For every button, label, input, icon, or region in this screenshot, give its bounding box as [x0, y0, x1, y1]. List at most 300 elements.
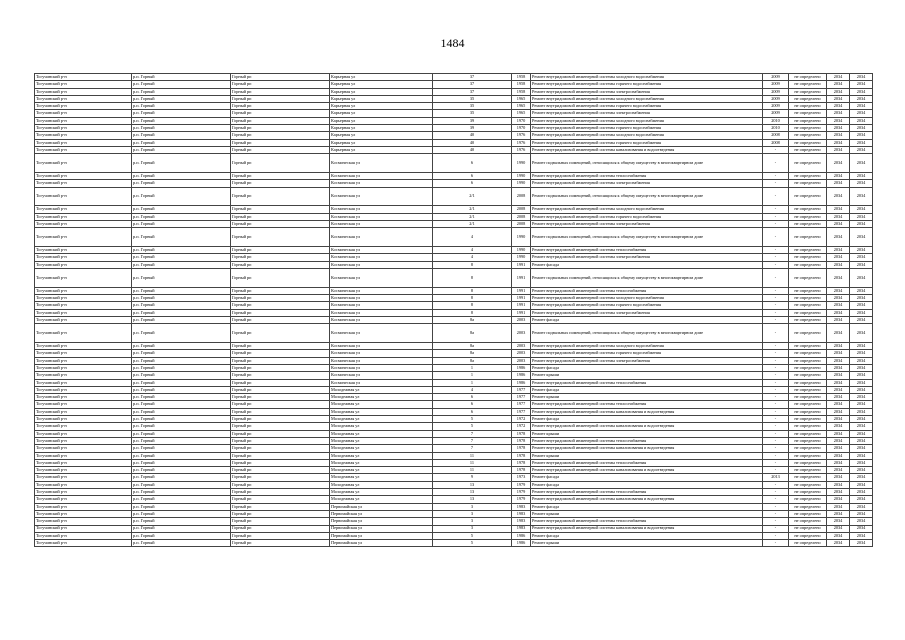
build-year-cell: 1986: [512, 379, 531, 386]
status-cell: не определено: [789, 173, 827, 180]
table-row: [35, 467, 873, 474]
plan-end-year-cell: 2034: [850, 401, 873, 408]
work-type-cell: Ремонт внутридомовой инженерной системы электроснабжения: [531, 309, 763, 316]
street-cell: Молодежная ул: [330, 459, 433, 466]
district-cell: Тогучинский р-н: [35, 139, 132, 146]
house-number-cell: 8а: [433, 343, 512, 350]
plan-start-year-cell: 2034: [827, 357, 850, 364]
street-cell: Молодежная ул: [330, 408, 433, 415]
district-cell: Тогучинский р-н: [35, 357, 132, 364]
street-cell: Космическая ул: [330, 379, 433, 386]
plan-end-year-cell: 2034: [850, 379, 873, 386]
street-cell: Космическая ул: [330, 343, 433, 350]
plan-start-year-cell: 2034: [827, 437, 850, 444]
locality-cell: Горный рп: [231, 302, 330, 309]
build-year-cell: 1970: [512, 117, 531, 124]
table-row: [35, 295, 873, 302]
build-year-cell: 1986: [512, 532, 531, 539]
table-row: [35, 350, 873, 357]
plan-end-year-cell: 2034: [850, 481, 873, 488]
status-cell: не определено: [789, 525, 827, 532]
last-repair-year-cell: -: [763, 173, 789, 180]
street-cell: Молодежная ул: [330, 467, 433, 474]
build-year-cell: 2008: [512, 213, 531, 220]
work-type-cell: Ремонт внутридомовой инженерной системы теплоснабжения: [531, 379, 763, 386]
build-year-cell: 1978: [512, 445, 531, 452]
status-cell: не определено: [789, 95, 827, 102]
build-year-cell: 1979: [512, 481, 531, 488]
street-cell: Молодежная ул: [330, 416, 433, 423]
district-cell: Тогучинский р-н: [35, 269, 132, 288]
last-repair-year-cell: -: [763, 309, 789, 316]
district-cell: Тогучинский р-н: [35, 103, 132, 110]
locality-cell: Горный рп: [231, 474, 330, 481]
table-row: [35, 365, 873, 372]
plan-start-year-cell: 2034: [827, 88, 850, 95]
locality-cell: Горный рп: [231, 365, 330, 372]
house-number-cell: 6: [433, 394, 512, 401]
street-cell: Космическая ул: [330, 365, 433, 372]
table-row: [35, 95, 873, 102]
settlement-cell: р.п. Горный: [132, 540, 231, 547]
work-type-cell: Ремонт внутридомовой инженерной системы канализования и водоотведения: [531, 146, 763, 153]
work-type-cell: Ремонт внутридомовой инженерной системы теплоснабжения: [531, 173, 763, 180]
build-year-cell: 1965: [512, 103, 531, 110]
house-number-cell: 6: [433, 154, 512, 173]
work-type-cell: Ремонт подвальных помещений, относящихся к общему имуществу в многоквартирном доме: [531, 187, 763, 206]
last-repair-year-cell: -: [763, 467, 789, 474]
street-cell: Карьерная ул: [330, 125, 433, 132]
status-cell: не определено: [789, 445, 827, 452]
plan-end-year-cell: 2034: [850, 474, 873, 481]
house-number-cell: 8: [433, 295, 512, 302]
status-cell: не определено: [789, 206, 827, 213]
locality-cell: Горный рп: [231, 295, 330, 302]
settlement-cell: р.п. Горный: [132, 408, 231, 415]
district-cell: Тогучинский р-н: [35, 154, 132, 173]
last-repair-year-cell: -: [763, 261, 789, 268]
build-year-cell: 1978: [512, 467, 531, 474]
table-row: [35, 445, 873, 452]
table-row: [35, 81, 873, 88]
plan-start-year-cell: 2034: [827, 467, 850, 474]
last-repair-year-cell: -: [763, 532, 789, 539]
district-cell: Тогучинский р-н: [35, 88, 132, 95]
locality-cell: Горный рп: [231, 228, 330, 247]
plan-end-year-cell: 2034: [850, 372, 873, 379]
locality-cell: Горный рп: [231, 408, 330, 415]
locality-cell: Горный рп: [231, 173, 330, 180]
house-number-cell: 4: [433, 228, 512, 247]
build-year-cell: 1978: [512, 459, 531, 466]
settlement-cell: р.п. Горный: [132, 173, 231, 180]
plan-start-year-cell: 2034: [827, 81, 850, 88]
street-cell: Карьерная ул: [330, 139, 433, 146]
last-repair-year-cell: -: [763, 430, 789, 437]
build-year-cell: 1979: [512, 496, 531, 503]
build-year-cell: 1991: [512, 309, 531, 316]
street-cell: Молодежная ул: [330, 430, 433, 437]
district-cell: Тогучинский р-н: [35, 386, 132, 393]
plan-start-year-cell: 2034: [827, 408, 850, 415]
street-cell: Космическая ул: [330, 228, 433, 247]
last-repair-year-cell: -: [763, 452, 789, 459]
status-cell: не определено: [789, 423, 827, 430]
house-number-cell: 1: [433, 379, 512, 386]
settlement-cell: р.п. Горный: [132, 496, 231, 503]
settlement-cell: р.п. Горный: [132, 343, 231, 350]
street-cell: Молодежная ул: [330, 481, 433, 488]
plan-end-year-cell: 2034: [850, 343, 873, 350]
build-year-cell: 1990: [512, 228, 531, 247]
house-number-cell: 6: [433, 401, 512, 408]
work-type-cell: Ремонт внутридомовой инженерной системы канализования и водоотведения: [531, 467, 763, 474]
plan-start-year-cell: 2034: [827, 117, 850, 124]
build-year-cell: 1976: [512, 132, 531, 139]
settlement-cell: р.п. Горный: [132, 467, 231, 474]
locality-cell: Горный рп: [231, 125, 330, 132]
house-number-cell: 37: [433, 88, 512, 95]
street-cell: Молодежная ул: [330, 496, 433, 503]
settlement-cell: р.п. Горный: [132, 139, 231, 146]
district-cell: Тогучинский р-н: [35, 481, 132, 488]
build-year-cell: 1991: [512, 287, 531, 294]
street-cell: Космическая ул: [330, 287, 433, 294]
plan-start-year-cell: 2034: [827, 324, 850, 343]
street-cell: Первомайская ул: [330, 518, 433, 525]
status-cell: не определено: [789, 430, 827, 437]
district-cell: Тогучинский р-н: [35, 146, 132, 153]
settlement-cell: р.п. Горный: [132, 213, 231, 220]
last-repair-year-cell: -: [763, 302, 789, 309]
build-year-cell: 1990: [512, 154, 531, 173]
district-cell: Тогучинский р-н: [35, 525, 132, 532]
plan-start-year-cell: 2034: [827, 213, 850, 220]
settlement-cell: р.п. Горный: [132, 254, 231, 261]
work-type-cell: Ремонт внутридомовой инженерной системы горячего водоснабжения: [531, 139, 763, 146]
settlement-cell: р.п. Горный: [132, 532, 231, 539]
work-type-cell: Ремонт внутридомовой инженерной системы холодного водоснабжения: [531, 95, 763, 102]
build-year-cell: 1977: [512, 401, 531, 408]
table-row: [35, 496, 873, 503]
street-cell: Карьерная ул: [330, 132, 433, 139]
build-year-cell: 2003: [512, 343, 531, 350]
locality-cell: Горный рп: [231, 416, 330, 423]
last-repair-year-cell: 2009: [763, 74, 789, 81]
locality-cell: Горный рп: [231, 309, 330, 316]
house-number-cell: 8: [433, 261, 512, 268]
table-row: [35, 180, 873, 187]
settlement-cell: р.п. Горный: [132, 110, 231, 117]
table-row: [35, 459, 873, 466]
table-row: [35, 343, 873, 350]
plan-end-year-cell: 2034: [850, 309, 873, 316]
status-cell: не определено: [789, 110, 827, 117]
settlement-cell: р.п. Горный: [132, 430, 231, 437]
status-cell: не определено: [789, 401, 827, 408]
plan-start-year-cell: 2034: [827, 372, 850, 379]
locality-cell: Горный рп: [231, 206, 330, 213]
settlement-cell: р.п. Горный: [132, 88, 231, 95]
last-repair-year-cell: -: [763, 481, 789, 488]
house-number-cell: 4: [433, 386, 512, 393]
plan-start-year-cell: 2034: [827, 401, 850, 408]
table-row: [35, 187, 873, 206]
house-number-cell: 8а: [433, 317, 512, 324]
district-cell: Тогучинский р-н: [35, 125, 132, 132]
locality-cell: Горный рп: [231, 445, 330, 452]
status-cell: не определено: [789, 117, 827, 124]
street-cell: Первомайская ул: [330, 510, 433, 517]
plan-end-year-cell: 2034: [850, 452, 873, 459]
locality-cell: Горный рп: [231, 110, 330, 117]
status-cell: не определено: [789, 496, 827, 503]
status-cell: не определено: [789, 532, 827, 539]
district-cell: Тогучинский р-н: [35, 467, 132, 474]
work-type-cell: Ремонт внутридомовой инженерной системы холодного водоснабжения: [531, 206, 763, 213]
plan-end-year-cell: 2034: [850, 394, 873, 401]
table-row: [35, 154, 873, 173]
locality-cell: Горный рп: [231, 394, 330, 401]
plan-end-year-cell: 2034: [850, 213, 873, 220]
status-cell: не определено: [789, 74, 827, 81]
build-year-cell: 2008: [512, 221, 531, 228]
settlement-cell: р.п. Горный: [132, 103, 231, 110]
locality-cell: Горный рп: [231, 423, 330, 430]
table-row: [35, 452, 873, 459]
plan-start-year-cell: 2034: [827, 95, 850, 102]
house-number-cell: 8: [433, 287, 512, 294]
status-cell: не определено: [789, 416, 827, 423]
settlement-cell: р.п. Горный: [132, 74, 231, 81]
plan-end-year-cell: 2034: [850, 81, 873, 88]
work-type-cell: Ремонт внутридомовой инженерной системы электроснабжения: [531, 357, 763, 364]
locality-cell: Горный рп: [231, 187, 330, 206]
plan-end-year-cell: 2034: [850, 206, 873, 213]
district-cell: Тогучинский р-н: [35, 489, 132, 496]
street-cell: Космическая ул: [330, 180, 433, 187]
district-cell: Тогучинский р-н: [35, 452, 132, 459]
table-row: [35, 481, 873, 488]
build-year-cell: 1991: [512, 295, 531, 302]
street-cell: Карьерная ул: [330, 117, 433, 124]
plan-start-year-cell: 2034: [827, 343, 850, 350]
locality-cell: Горный рп: [231, 343, 330, 350]
status-cell: не определено: [789, 309, 827, 316]
table-row: [35, 103, 873, 110]
last-repair-year-cell: 2009: [763, 110, 789, 117]
house-number-cell: 2/1: [433, 221, 512, 228]
settlement-cell: р.п. Горный: [132, 117, 231, 124]
house-number-cell: 11: [433, 452, 512, 459]
locality-cell: Горный рп: [231, 247, 330, 254]
street-cell: Космическая ул: [330, 173, 433, 180]
house-number-cell: 2/1: [433, 213, 512, 220]
build-year-cell: 2003: [512, 324, 531, 343]
street-cell: Космическая ул: [330, 372, 433, 379]
work-type-cell: Ремонт фасада: [531, 317, 763, 324]
locality-cell: Горный рп: [231, 489, 330, 496]
table-row: [35, 206, 873, 213]
plan-start-year-cell: 2034: [827, 269, 850, 288]
last-repair-year-cell: 2009: [763, 88, 789, 95]
settlement-cell: р.п. Горный: [132, 357, 231, 364]
locality-cell: Горный рп: [231, 317, 330, 324]
street-cell: Космическая ул: [330, 302, 433, 309]
build-year-cell: 1983: [512, 525, 531, 532]
plan-end-year-cell: 2034: [850, 496, 873, 503]
plan-end-year-cell: 2034: [850, 532, 873, 539]
plan-end-year-cell: 2034: [850, 139, 873, 146]
table-row: [35, 302, 873, 309]
last-repair-year-cell: -: [763, 154, 789, 173]
table-row: [35, 518, 873, 525]
plan-start-year-cell: 2034: [827, 496, 850, 503]
plan-start-year-cell: 2034: [827, 295, 850, 302]
plan-start-year-cell: 2034: [827, 365, 850, 372]
settlement-cell: р.п. Горный: [132, 394, 231, 401]
street-cell: Космическая ул: [330, 317, 433, 324]
plan-start-year-cell: 2034: [827, 532, 850, 539]
status-cell: не определено: [789, 269, 827, 288]
plan-start-year-cell: 2034: [827, 206, 850, 213]
locality-cell: Горный рп: [231, 139, 330, 146]
house-number-cell: 40: [433, 146, 512, 153]
settlement-cell: р.п. Горный: [132, 221, 231, 228]
locality-cell: Горный рп: [231, 437, 330, 444]
settlement-cell: р.п. Горный: [132, 379, 231, 386]
status-cell: не определено: [789, 452, 827, 459]
settlement-cell: р.п. Горный: [132, 474, 231, 481]
plan-end-year-cell: 2034: [850, 357, 873, 364]
settlement-cell: р.п. Горный: [132, 489, 231, 496]
street-cell: Молодежная ул: [330, 489, 433, 496]
street-cell: Космическая ул: [330, 187, 433, 206]
status-cell: не определено: [789, 88, 827, 95]
settlement-cell: р.п. Горный: [132, 459, 231, 466]
last-repair-year-cell: -: [763, 459, 789, 466]
build-year-cell: 1972: [512, 423, 531, 430]
status-cell: не определено: [789, 386, 827, 393]
district-cell: Тогучинский р-н: [35, 187, 132, 206]
last-repair-year-cell: -: [763, 408, 789, 415]
build-year-cell: 1965: [512, 110, 531, 117]
work-type-cell: Ремонт фасада: [531, 386, 763, 393]
settlement-cell: р.п. Горный: [132, 302, 231, 309]
district-cell: Тогучинский р-н: [35, 247, 132, 254]
plan-end-year-cell: 2034: [850, 386, 873, 393]
street-cell: Карьерная ул: [330, 110, 433, 117]
work-type-cell: Ремонт фасада: [531, 416, 763, 423]
plan-end-year-cell: 2034: [850, 180, 873, 187]
street-cell: Молодежная ул: [330, 474, 433, 481]
street-cell: Космическая ул: [330, 254, 433, 261]
plan-end-year-cell: 2034: [850, 173, 873, 180]
status-cell: не определено: [789, 254, 827, 261]
street-cell: Космическая ул: [330, 206, 433, 213]
table-row: [35, 261, 873, 268]
build-year-cell: 1991: [512, 269, 531, 288]
table-row: [35, 474, 873, 481]
last-repair-year-cell: -: [763, 372, 789, 379]
settlement-cell: р.п. Горный: [132, 401, 231, 408]
status-cell: не определено: [789, 372, 827, 379]
plan-start-year-cell: 2034: [827, 416, 850, 423]
district-cell: Тогучинский р-н: [35, 416, 132, 423]
house-number-cell: 7: [433, 437, 512, 444]
settlement-cell: р.п. Горный: [132, 510, 231, 517]
status-cell: не определено: [789, 213, 827, 220]
house-number-cell: 8а: [433, 350, 512, 357]
build-year-cell: 2008: [512, 206, 531, 213]
build-year-cell: 2003: [512, 350, 531, 357]
plan-start-year-cell: 2034: [827, 139, 850, 146]
locality-cell: Горный рп: [231, 221, 330, 228]
table-row: [35, 309, 873, 316]
locality-cell: Горный рп: [231, 213, 330, 220]
work-type-cell: Ремонт внутридомовой инженерной системы канализования и водоотведения: [531, 445, 763, 452]
status-cell: не определено: [789, 350, 827, 357]
house-number-cell: 5: [433, 532, 512, 539]
house-number-cell: 40: [433, 139, 512, 146]
locality-cell: Горный рп: [231, 261, 330, 268]
table-row: [35, 88, 873, 95]
last-repair-year-cell: 2009: [763, 81, 789, 88]
house-number-cell: 40: [433, 132, 512, 139]
table-row: [35, 317, 873, 324]
work-type-cell: Ремонт крыши: [531, 540, 763, 547]
status-cell: не определено: [789, 154, 827, 173]
plan-end-year-cell: 2034: [850, 518, 873, 525]
house-number-cell: 1: [433, 365, 512, 372]
locality-cell: Горный рп: [231, 372, 330, 379]
table-row: [35, 357, 873, 364]
last-repair-year-cell: -: [763, 228, 789, 247]
locality-cell: Горный рп: [231, 357, 330, 364]
last-repair-year-cell: -: [763, 221, 789, 228]
work-type-cell: Ремонт подвальных помещений, относящихся к общему имуществу в многоквартирном доме: [531, 228, 763, 247]
work-type-cell: Ремонт крыши: [531, 372, 763, 379]
plan-start-year-cell: 2034: [827, 510, 850, 517]
build-year-cell: 1958: [512, 74, 531, 81]
district-cell: Тогучинский р-н: [35, 510, 132, 517]
locality-cell: Горный рп: [231, 350, 330, 357]
plan-start-year-cell: 2034: [827, 503, 850, 510]
build-year-cell: 1965: [512, 95, 531, 102]
plan-start-year-cell: 2034: [827, 481, 850, 488]
plan-start-year-cell: 2034: [827, 146, 850, 153]
table-row: [35, 430, 873, 437]
house-number-cell: 8: [433, 302, 512, 309]
plan-start-year-cell: 2034: [827, 261, 850, 268]
build-year-cell: 1983: [512, 518, 531, 525]
district-cell: Тогучинский р-н: [35, 81, 132, 88]
work-type-cell: Ремонт внутридомовой инженерной системы канализования и водоотведения: [531, 408, 763, 415]
status-cell: не определено: [789, 540, 827, 547]
street-cell: Космическая ул: [330, 221, 433, 228]
locality-cell: Горный рп: [231, 154, 330, 173]
capital-repair-table: [34, 73, 873, 547]
status-cell: не определено: [789, 295, 827, 302]
status-cell: не определено: [789, 302, 827, 309]
house-number-cell: 13: [433, 481, 512, 488]
page-number: 1484: [440, 36, 465, 50]
status-cell: не определено: [789, 81, 827, 88]
locality-cell: Горный рп: [231, 81, 330, 88]
work-type-cell: Ремонт внутридомовой инженерной системы теплоснабжения: [531, 287, 763, 294]
status-cell: не определено: [789, 467, 827, 474]
plan-start-year-cell: 2034: [827, 187, 850, 206]
